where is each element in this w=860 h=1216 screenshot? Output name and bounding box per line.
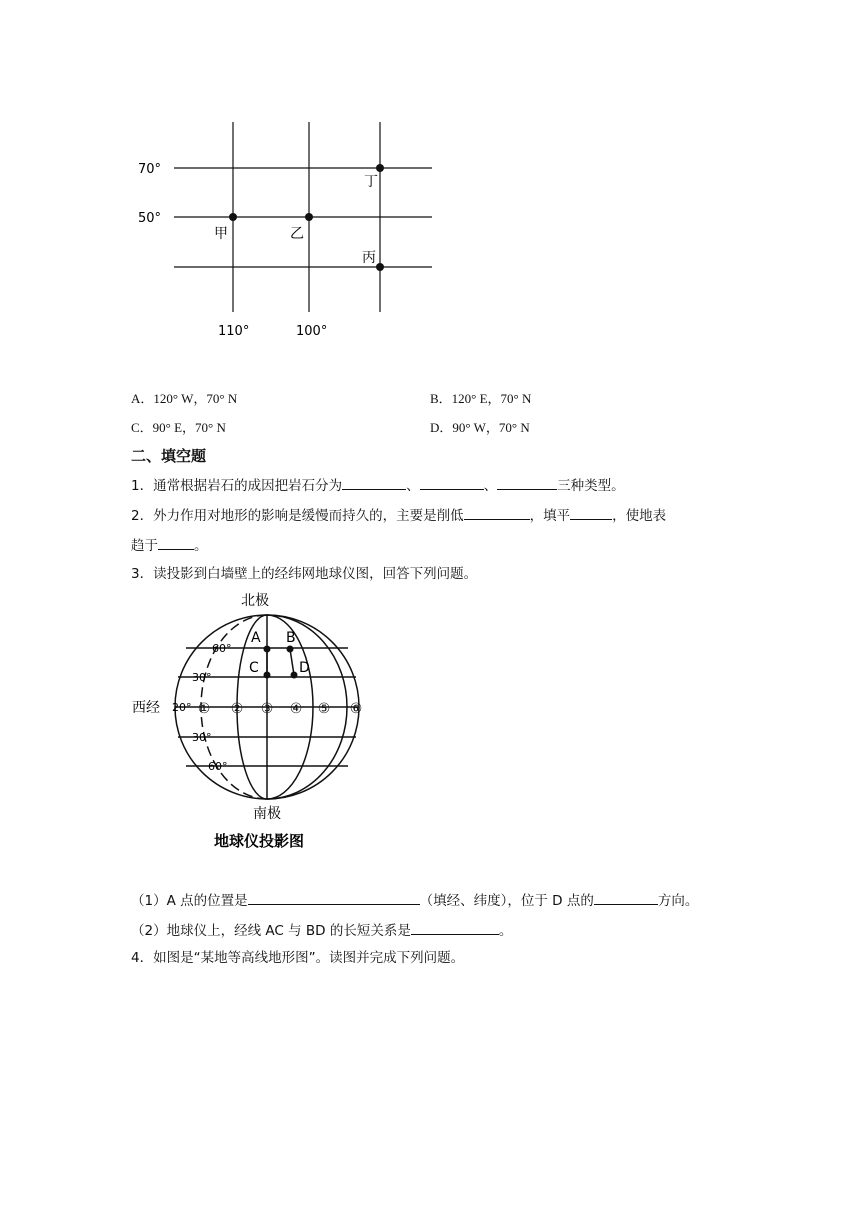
label-a: A <box>251 630 261 646</box>
west-longitude-label: 西经 <box>132 700 160 716</box>
circle-label-3: ③ <box>260 701 274 717</box>
lon-label-100: 100° <box>296 324 328 339</box>
question-3-2 <box>131 920 512 941</box>
section-title: 二、填空题 <box>131 447 207 465</box>
point-ding <box>376 164 384 172</box>
q3-1-suffix: 方向。 <box>657 893 699 909</box>
label-ding: 丁 <box>364 174 378 190</box>
question-3: 3．读投影到白墙壁上的经纬网地球仪图，回答下列问题。 <box>131 566 478 582</box>
lat-label-60s: 60° <box>208 760 228 773</box>
option-d: D．90° W，70° N <box>430 420 530 435</box>
circle-label-5: ⑤ <box>317 701 331 717</box>
q3-2-text: （2）地球仪上，经线 AC 与 BD 的长短关系是 <box>131 923 411 939</box>
label-bing: 丙 <box>362 250 376 266</box>
circle-label-4: ④ <box>289 701 303 717</box>
south-pole-label: 南极 <box>253 806 281 822</box>
question-1 <box>131 475 625 496</box>
lat-label-30n: 30° <box>192 671 212 684</box>
q2-text: 2．外力作用对地形的影响是缓慢而持久的，主要是削低 <box>131 508 464 524</box>
label-yi: 乙 <box>290 226 304 242</box>
latlong-grid-figure <box>130 112 450 352</box>
q2-text-2: 趋于 <box>131 538 158 554</box>
q1-blank-1[interactable] <box>342 475 406 490</box>
q3-2-suffix: 。 <box>498 923 513 939</box>
label-jia: 甲 <box>214 226 228 242</box>
option-a: A．120° W，70° N <box>131 391 238 406</box>
q3-1-mid: （填经、纬度），位于 D 点的 <box>419 893 594 909</box>
q2-end: 。 <box>194 538 208 554</box>
lat-label-60n: 60° <box>212 642 232 655</box>
q1-suffix: 三种类型。 <box>557 478 625 494</box>
q3-1-blank-1[interactable] <box>248 890 420 905</box>
q2-blank-1[interactable] <box>464 505 530 520</box>
lon-label-110: 110° <box>218 324 250 339</box>
question-2-line-2 <box>131 535 208 556</box>
q3-2-blank[interactable] <box>411 920 499 935</box>
q2-suffix: ，使地表 <box>612 508 667 524</box>
q2-blank-2[interactable] <box>570 505 612 520</box>
q1-sep: 、 <box>483 478 498 494</box>
lat-label-20: 20° <box>172 701 192 714</box>
lat-label-70: 70° <box>138 162 162 177</box>
label-b: B <box>286 630 296 646</box>
question-3-1 <box>131 890 698 911</box>
point-yi <box>305 213 313 221</box>
point-bing <box>376 263 384 271</box>
question-4: 4．如图是“某地等高线地形图”。读图并完成下列问题。 <box>131 950 465 966</box>
option-b: B．120° E，70° N <box>430 391 532 406</box>
q1-text: 1．通常根据岩石的成因把岩石分为 <box>131 478 343 494</box>
circle-label-1: ① <box>197 701 211 717</box>
q1-sep: 、 <box>406 478 420 494</box>
globe-projection-figure <box>128 588 378 858</box>
segment-bd <box>290 649 294 675</box>
figure-caption: 地球仪投影图 <box>214 832 305 850</box>
point-b <box>287 646 294 653</box>
circle-label-2: ② <box>230 701 244 717</box>
point-jia <box>229 213 237 221</box>
option-c: C．90° E，70° N <box>131 420 226 435</box>
circle-label-6: ⑥ <box>349 701 363 717</box>
point-c <box>264 672 271 679</box>
question-2-line-1 <box>131 505 666 526</box>
q2-blank-3[interactable] <box>158 535 194 550</box>
q1-blank-3[interactable] <box>497 475 557 490</box>
q3-1-text: （1）A 点的位置是 <box>131 893 248 909</box>
q2-mid: ，填平 <box>529 508 571 524</box>
label-d: D <box>299 660 310 676</box>
north-pole-label: 北极 <box>241 593 269 609</box>
point-a <box>264 646 271 653</box>
q3-1-blank-2[interactable] <box>594 890 658 905</box>
q1-blank-2[interactable] <box>420 475 484 490</box>
lat-label-30s: 30° <box>192 731 212 744</box>
label-c: C <box>249 660 259 676</box>
lat-label-50: 50° <box>138 211 162 226</box>
point-d <box>291 672 298 679</box>
